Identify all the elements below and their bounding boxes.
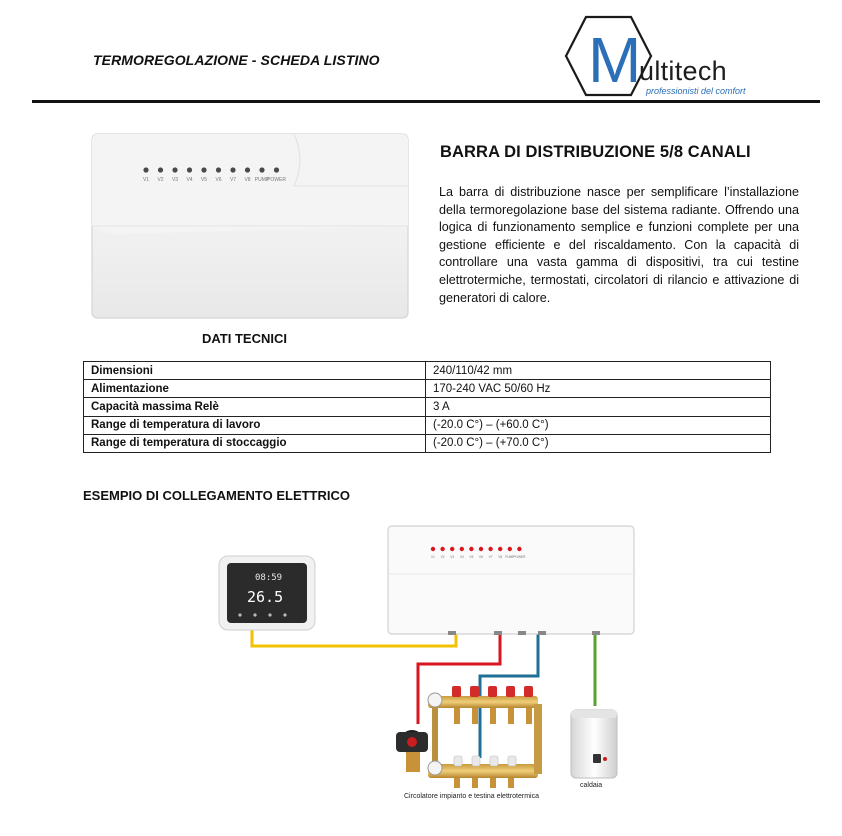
led-indicator xyxy=(508,547,512,551)
led-indicator xyxy=(479,547,483,551)
led-label: POWER xyxy=(513,555,526,559)
header-divider xyxy=(32,100,820,103)
table-row xyxy=(84,380,771,398)
led-indicator xyxy=(440,547,444,551)
spec-label: Dimensioni xyxy=(84,362,426,380)
logo-name: ultitech xyxy=(639,56,727,86)
table-row xyxy=(84,434,771,452)
led-indicator xyxy=(245,167,250,172)
document-title: TERMOREGOLAZIONE - SCHEDA LISTINO xyxy=(93,52,380,68)
led-indicator xyxy=(450,547,454,551)
led-indicator xyxy=(460,547,464,551)
table-row xyxy=(84,362,771,380)
product-description: La barra di distribuzione nasce per semplificare l’installazione della termoregolazione base del sistema radiante. Offrendo una logica di funzionamento semplice e funzioni complete per una gestione efficiente e del riscaldamento. Con la capacità di controllare una vasta gamma di dispositivi, tra cui testine elettrotermiche, termostati, circolatori di rilancio e attivazione di generatori di calore. xyxy=(439,185,799,305)
led-label: V8 xyxy=(498,555,503,559)
led-label: V1 xyxy=(142,177,150,183)
led-indicator xyxy=(431,547,435,551)
led-indicator xyxy=(274,167,279,172)
led-label: V6 xyxy=(215,177,222,183)
thermostat-temp: 26.5 xyxy=(247,588,284,606)
spec-value: 170-240 VAC 50/60 Hz xyxy=(426,380,771,398)
boiler xyxy=(571,710,617,778)
led-indicator xyxy=(201,167,206,172)
led-indicator xyxy=(216,167,221,172)
wiring-heading: ESEMPIO DI COLLEGAMENTO ELETTRICO xyxy=(83,488,350,503)
product-title: BARRA DI DISTRIBUZIONE 5/8 CANALI xyxy=(440,143,751,161)
led-label: V4 xyxy=(186,177,193,183)
led-indicator xyxy=(158,167,163,172)
led-indicator xyxy=(469,547,473,551)
tech-data-heading: DATI TECNICI xyxy=(202,331,287,346)
led-label: V7 xyxy=(229,177,237,183)
led-indicator xyxy=(517,547,521,551)
spec-value: (-20.0 C°) – (+70.0 C°) xyxy=(426,434,771,452)
spec-label: Range di temperatura di stoccaggio xyxy=(84,434,426,452)
led-indicator xyxy=(230,167,235,172)
table-row xyxy=(84,398,771,416)
spec-value: 3 A xyxy=(426,398,771,416)
led-indicator xyxy=(488,547,492,551)
led-indicator xyxy=(259,167,264,172)
led-label: V3 xyxy=(171,177,179,183)
led-indicator xyxy=(498,547,502,551)
led-label: POWER xyxy=(267,177,286,183)
led-label: V3 xyxy=(450,555,455,559)
led-indicator xyxy=(187,167,192,172)
product-photo xyxy=(84,126,414,322)
led-label: PUMP xyxy=(505,555,515,559)
table-row xyxy=(84,416,771,434)
led-label: V2 xyxy=(157,177,164,183)
led-label: V5 xyxy=(200,177,208,183)
led-indicator xyxy=(172,167,177,172)
led-label: V5 xyxy=(469,555,474,559)
distribution-bar xyxy=(388,526,634,635)
spec-label: Capacità massima Relè xyxy=(84,398,426,416)
pump-caption: Circolatore impianto e testina elettrotermica xyxy=(404,793,540,800)
thermostat-time: 08:59 xyxy=(255,573,283,583)
led-label: V1 xyxy=(431,555,435,559)
logo-letter: M xyxy=(588,24,642,96)
led-label: V2 xyxy=(440,555,445,559)
spec-value: 240/110/42 mm xyxy=(426,362,771,380)
spec-label: Alimentazione xyxy=(84,380,426,398)
led-label: V4 xyxy=(459,555,464,559)
led-indicator xyxy=(143,167,148,172)
logo-tagline: professionisti del comfort xyxy=(646,86,746,96)
led-label: PUMP xyxy=(254,177,270,183)
led-label: V8 xyxy=(244,177,251,183)
led-label: V7 xyxy=(488,555,493,559)
led-label: V6 xyxy=(479,555,483,559)
spec-table xyxy=(83,361,771,453)
thermostat xyxy=(219,556,315,630)
boiler-caption: caldaia xyxy=(580,782,603,789)
wiring-diagram xyxy=(200,518,650,808)
spec-value: (-20.0 C°) – (+60.0 C°) xyxy=(426,416,771,434)
spec-label: Range di temperatura di lavoro xyxy=(84,416,426,434)
